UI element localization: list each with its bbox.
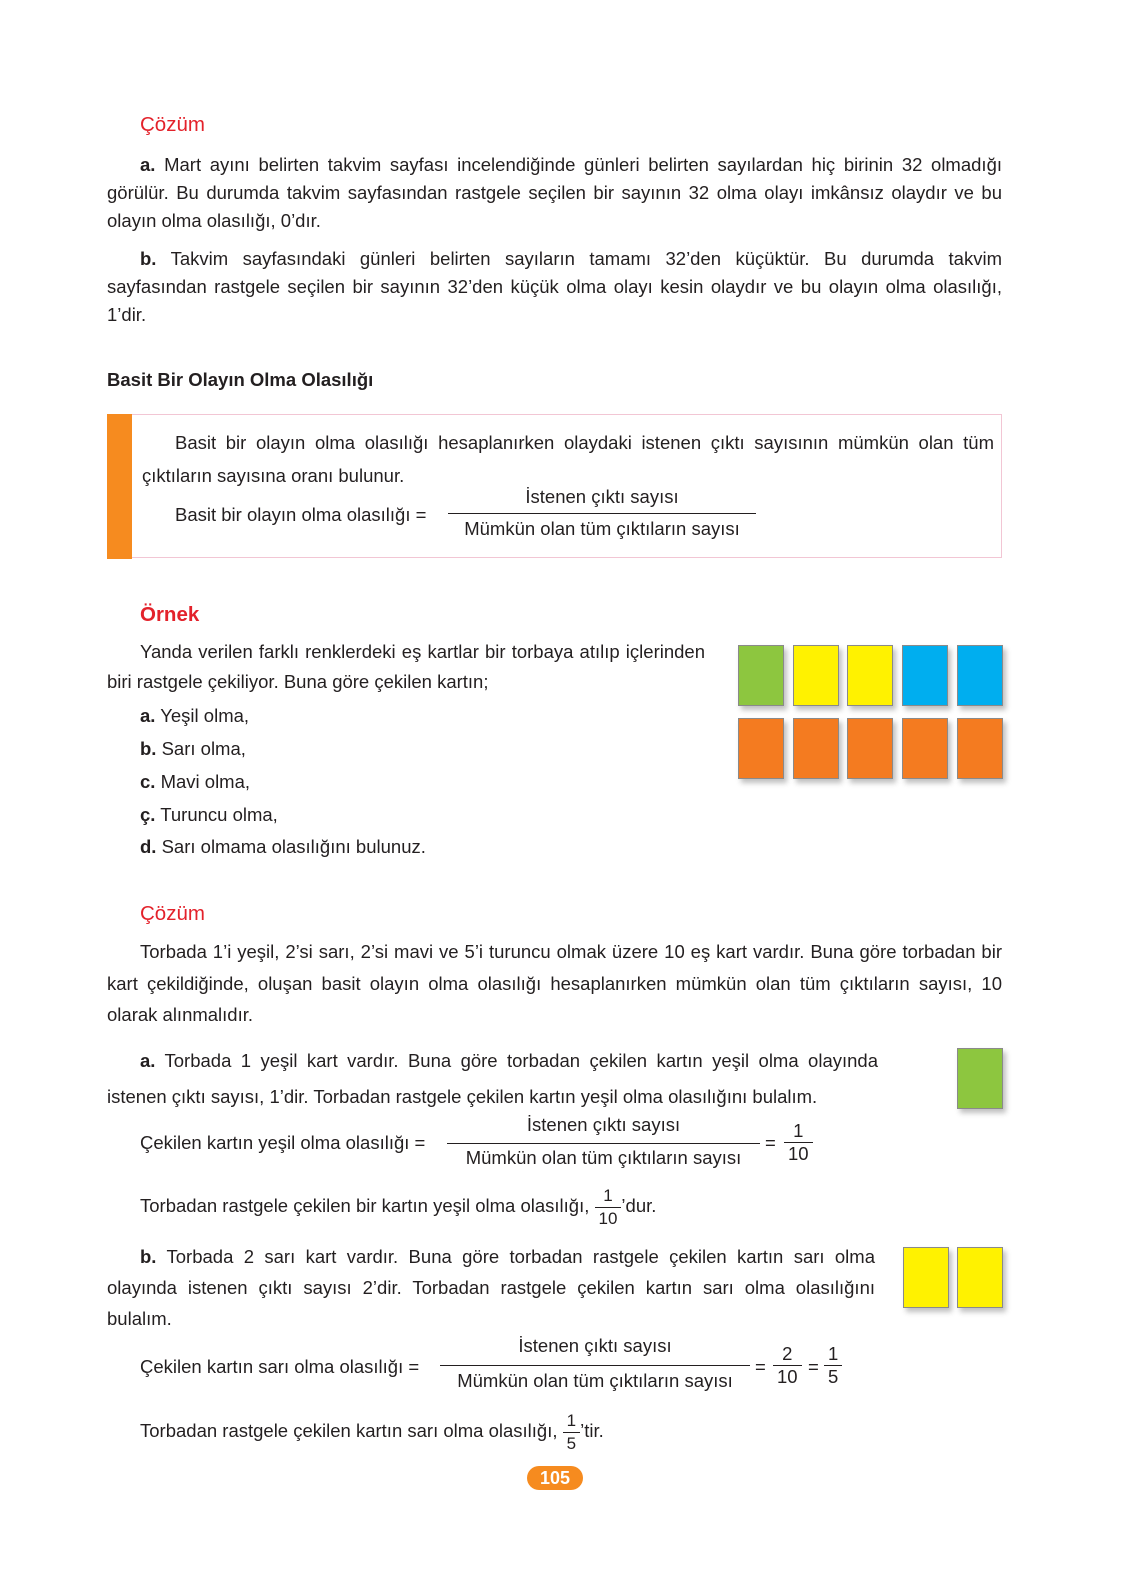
- example-item: [140, 771, 250, 793]
- formula-label: Basit bir olayın olma olasılığı =: [175, 504, 427, 525]
- color-card: [902, 645, 948, 706]
- example-item: [140, 705, 249, 727]
- result-fraction: [784, 1120, 813, 1165]
- solution-a-conclusion: [140, 1184, 656, 1230]
- numerator: 2: [782, 1343, 793, 1364]
- denominator: 10: [784, 1142, 813, 1165]
- item-label: a.: [140, 705, 156, 726]
- equals-sign: =: [755, 1356, 766, 1377]
- color-card: [957, 718, 1003, 779]
- result-fraction: [824, 1343, 842, 1388]
- solution-intro: Torbada 1’i yeşil, 2’si sarı, 2’si mavi ve 5’i turuncu olmak üzere 10 eş kart vardır. Buna göre torbadan bir kart çekildiğinde, oluşan basit olayın olma olasılığı hesaplanırken mümkün olan tüm çıktıların sayısı, 10 olarak alınmalıdır.: [107, 941, 1002, 1025]
- item-label: b.: [140, 1246, 157, 1267]
- denominator: 10: [595, 1207, 622, 1230]
- color-card: [738, 718, 784, 779]
- item-text: Turuncu olma,: [160, 804, 278, 825]
- solution-b-paragraph: [107, 245, 1002, 329]
- item-label: c.: [140, 771, 156, 792]
- numerator: 1: [566, 1410, 577, 1430]
- numerator: 1: [793, 1120, 804, 1141]
- accent-bar: [107, 414, 132, 559]
- item-label: a.: [140, 1050, 156, 1071]
- section-heading: Basit Bir Olayın Olma Olasılığı: [107, 369, 374, 390]
- suffix: ’tir.: [580, 1420, 604, 1441]
- color-card: [902, 718, 948, 779]
- numerator: 1: [828, 1343, 839, 1364]
- item-label: ç.: [140, 804, 156, 825]
- item-label: d.: [140, 836, 157, 857]
- solution-b-conclusion: [140, 1409, 604, 1455]
- numerator: İstenen çıktı sayısı: [525, 486, 679, 507]
- result-fraction: [773, 1343, 802, 1388]
- solution-a-paragraph: [107, 1043, 878, 1115]
- denominator: 5: [824, 1365, 842, 1388]
- item-text: Sarı olma,: [161, 738, 246, 759]
- item-label: a.: [140, 154, 156, 175]
- denominator: Mümkün olan tüm çıktıların sayısı: [457, 1370, 733, 1391]
- example-item: [140, 738, 246, 760]
- definition-box: [107, 414, 1002, 558]
- color-card: [957, 645, 1003, 706]
- solution-title: Çözüm: [140, 902, 205, 925]
- conclusion-text: Torbadan rastgele çekilen bir kartın yeşil olma olasılığı,: [140, 1195, 590, 1216]
- paragraph-text: Mart ayını belirten takvim sayfası incelendiğinde günleri belirten sayılardan hiç birinin 32 olmadığı görülür. Bu durumda takvim sayfasından rastgele seçilen bir sayının 32 olma olayı imkânsız olaydır ve bu olayın olma olasılığı, 0’dır.: [107, 154, 1002, 231]
- color-card: [847, 645, 893, 706]
- conclusion-text: Torbadan rastgele çekilen kartın sarı olma olasılığı,: [140, 1420, 558, 1441]
- yellow-card: [903, 1247, 949, 1308]
- item-text: Yeşil olma,: [160, 705, 250, 726]
- example-item: [140, 804, 278, 826]
- denominator: 5: [563, 1432, 580, 1455]
- equals-sign: =: [808, 1356, 819, 1377]
- item-label: b.: [140, 738, 157, 759]
- equals-sign: =: [765, 1132, 776, 1153]
- green-card: [957, 1048, 1003, 1109]
- fraction-line: [440, 1365, 750, 1366]
- denominator: Mümkün olan tüm çıktıların sayısı: [464, 518, 740, 539]
- example-title: Örnek: [140, 603, 200, 626]
- example-intro: Yanda verilen farklı renklerdeki eş kartlar bir torbaya atılıp içlerinden biri rastgele çekiliyor. Buna göre çekilen kartın;: [107, 641, 705, 692]
- color-card: [738, 645, 784, 706]
- numerator: 1: [603, 1185, 613, 1205]
- formula-label: Çekilen kartın sarı olma olasılığı =: [140, 1356, 420, 1377]
- item-label: b.: [140, 248, 157, 269]
- numerator: İstenen çıktı sayısı: [526, 1114, 681, 1135]
- formula-fraction: [440, 1335, 750, 1392]
- paragraph-text: Torbada 1 yeşil kart vardır. Buna göre torbadan çekilen kartın yeşil olma olayında istenen çıktı sayısı, 1’dir. Torbadan rastgele çekilen kartın yeşil olma olasılığını bulalım.: [107, 1050, 878, 1107]
- suffix: ’dur.: [621, 1195, 657, 1216]
- fraction-line: [447, 1143, 760, 1144]
- solution-title: Çözüm: [140, 113, 205, 136]
- yellow-card: [957, 1247, 1003, 1308]
- color-card: [847, 718, 893, 779]
- solution-a-paragraph: [107, 151, 1002, 235]
- color-card: [793, 645, 839, 706]
- item-text: Mavi olma,: [160, 771, 251, 792]
- color-card: [793, 718, 839, 779]
- page-number: 105: [527, 1466, 583, 1490]
- denominator: Mümkün olan tüm çıktıların sayısı: [465, 1147, 742, 1168]
- formula-fraction: [447, 1114, 760, 1169]
- paragraph-text: Takvim sayfasındaki günleri belirten sayıların tamamı 32’den küçüktür. Bu durumda takvim sayfasından rastgele seçilen bir sayının 32’den küçük olma olayı kesin olaydır ve bu olayın olma olasılığı, 1’dir.: [107, 248, 1002, 325]
- item-text: Sarı olmama olasılığını bulunuz.: [161, 836, 426, 857]
- formula-label: Çekilen kartın yeşil olma olasılığı =: [140, 1132, 426, 1153]
- formula-fraction: [448, 486, 756, 540]
- numerator: İstenen çıktı sayısı: [518, 1335, 672, 1356]
- example-item: [140, 836, 426, 858]
- solution-b-paragraph: [107, 1241, 875, 1334]
- denominator: 10: [773, 1365, 802, 1388]
- definition-text: Basit bir olayın olma olasılığı hesaplanırken olaydaki istenen çıktı sayısının mümkün olan tüm çıktıların sayısına oranı bulunur.: [142, 432, 994, 486]
- fraction-line: [448, 513, 756, 514]
- paragraph-text: Torbada 2 sarı kart vardır. Buna göre torbadan rastgele çekilen kartın sarı olma olayında istenen çıktı sayısı 2’dir. Torbadan rastgele çekilen kartın sarı olma olasılığını bulalım.: [107, 1246, 875, 1329]
